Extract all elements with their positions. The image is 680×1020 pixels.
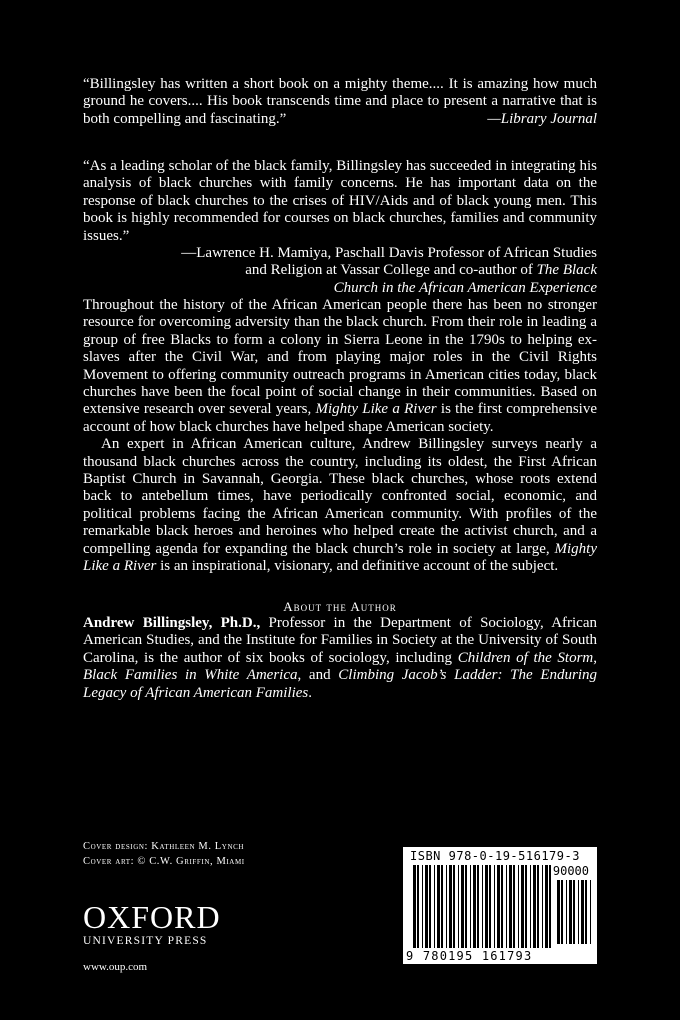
barcode-bar xyxy=(590,880,591,944)
isbn-text: ISBN 978-0-19-516179-3 xyxy=(410,849,580,863)
barcode-bar xyxy=(425,865,428,948)
barcode-bar xyxy=(422,865,423,948)
barcode-bar xyxy=(470,865,471,948)
attribution-book-title-cont: Church in the African American Experience xyxy=(333,279,597,296)
quote-attribution: —Library Journal xyxy=(487,110,597,127)
about-the-author xyxy=(83,598,597,702)
price-code: 90000 xyxy=(552,864,589,878)
barcode-bar xyxy=(446,865,447,948)
attribution-line xyxy=(83,280,597,297)
author-name: Andrew Billingsley, Ph.D., xyxy=(83,615,261,631)
quote-text: “As a leading scholar of the black family, Billingsley has succeeded in integrating his analysis of black churches with family concerns. He has important data on the response of black churches to the crises of HIV/Aids and of black young men. This book is highly recommended for courses on black churches, families and community issues.” xyxy=(83,158,597,244)
publisher-name: OXFORD xyxy=(83,899,221,935)
about-heading: About the Author xyxy=(283,599,397,614)
barcode-bar xyxy=(461,865,464,948)
barcode-bar xyxy=(533,865,536,948)
attribution-book-title: The Black xyxy=(536,262,597,279)
book-title: Climbing Jacob’s Ladder: The Enduring Legacy of African American Families xyxy=(83,667,597,701)
barcode-bar xyxy=(465,865,467,948)
barcode-bar xyxy=(581,880,584,944)
barcode-bar xyxy=(530,865,531,948)
barcode-bar xyxy=(477,865,479,948)
ean-bars xyxy=(413,865,551,948)
barcode-bar xyxy=(429,865,431,948)
publisher-url[interactable]: www.oup.com xyxy=(83,961,148,973)
barcode-bar xyxy=(521,865,524,948)
barcode-bar xyxy=(525,865,527,948)
barcode-bar xyxy=(549,865,551,948)
bio-text: . xyxy=(308,684,312,701)
ean-number: 9 780195 161793 xyxy=(406,949,533,963)
barcode-bar xyxy=(449,865,452,948)
author-bio xyxy=(83,615,597,702)
description-text: is the first comprehensive account of how black churches have helped shape American society. xyxy=(83,401,598,435)
description-paragraph xyxy=(83,436,597,575)
barcode-bar xyxy=(513,865,515,948)
barcode-bar xyxy=(561,880,563,944)
barcode-bar xyxy=(509,865,512,948)
barcode-bar xyxy=(557,880,560,944)
description-text: is an inspirational, visionary, and definitive account of the subject. xyxy=(156,558,559,575)
barcode-bar xyxy=(537,865,539,948)
bio-text: Professor in the Department of Sociology, African American Studies, and the Institute for Families in Society at the University of South Carolina, is the author of six books of sociology, including xyxy=(83,615,597,666)
barcode-bar xyxy=(578,880,579,944)
barcode-bar xyxy=(497,865,500,948)
barcode-bar xyxy=(482,865,483,948)
barcode-bar xyxy=(413,865,416,948)
attribution-line: —Lawrence H. Mamiya, Paschall Davis Professor of African Studies xyxy=(181,245,597,262)
bio-text: , and xyxy=(297,667,339,684)
attribution-line-text: and Religion at Vassar College and co-author of xyxy=(245,262,537,279)
barcode-bar xyxy=(453,865,455,948)
quote-text: “Billingsley has written a short book on a mighty theme.... It is amazing how much ground he covers.... His book transcends time and place to present a narrative that is both compelling and fascinating.” xyxy=(83,76,597,127)
review-quote-library-journal xyxy=(83,76,597,128)
addon-bars xyxy=(557,880,591,944)
barcode-bar xyxy=(573,880,575,944)
barcode-bar xyxy=(585,880,587,944)
barcode-bar xyxy=(417,865,419,948)
barcode-bar xyxy=(545,865,548,948)
attribution-line xyxy=(83,262,597,279)
description-text: Throughout the history of the African American people there has been no stronger resource for overcoming adversity than the black church. From their role in leading a group of free Blacks to form a colony in Sierra Leone in the 1790s to helping ex-slaves after the Civil War, and from playing major roles in the Civil Rights Movement to offering community outreach programs in American cities today, black churches have been the focal point of social change in their communities. Based on extensive research over several years, xyxy=(83,297,597,418)
cover-design-credit: Cover design: Kathleen M. Lynch xyxy=(83,841,245,852)
book-title: Black Families in White America xyxy=(83,667,298,684)
barcode-bar xyxy=(458,865,459,948)
barcode-bar xyxy=(485,865,488,948)
barcode-bar xyxy=(437,865,440,948)
book-title: Mighty Like a River xyxy=(315,401,437,418)
book-description xyxy=(83,297,597,576)
description-paragraph xyxy=(83,297,597,436)
barcode-bar xyxy=(489,865,491,948)
review-quote-mamiya xyxy=(83,158,597,297)
cover-credits xyxy=(83,839,245,869)
bio-text: , xyxy=(593,649,598,666)
quote-attribution xyxy=(83,245,597,297)
barcode-bar xyxy=(434,865,435,948)
barcode-bar xyxy=(473,865,476,948)
barcode-bar xyxy=(506,865,507,948)
book-title: Mighty Like a River xyxy=(83,540,597,575)
barcode-bar xyxy=(569,880,572,944)
barcode-bar xyxy=(542,865,543,948)
cover-art-credit: Cover art: © C.W. Griffin, Miami xyxy=(83,856,245,867)
barcode-bar xyxy=(494,865,495,948)
book-title: Children of the Storm xyxy=(457,649,594,666)
publisher-press: UNIVERSITY PRESS xyxy=(83,935,208,947)
barcode-bar xyxy=(518,865,519,948)
description-text: An expert in African American culture, Andrew Billingsley surveys nearly a thousand black churches across the country, including its oldest, the First African Baptist Church in Savannah, Georgia. These black churches, whose roots extend back to antebellum times, have periodically confronted social, economic, and political problems facing the African American community. With profiles of the remarkable black heroes and heroines who helped create the activist church, and a compelling agenda for expanding the black church’s role in society at large, xyxy=(83,436,597,557)
isbn-barcode xyxy=(403,847,597,964)
barcode-bar xyxy=(441,865,443,948)
barcode-bar xyxy=(501,865,503,948)
publisher-logo xyxy=(83,900,221,973)
barcode-bar xyxy=(566,880,567,944)
